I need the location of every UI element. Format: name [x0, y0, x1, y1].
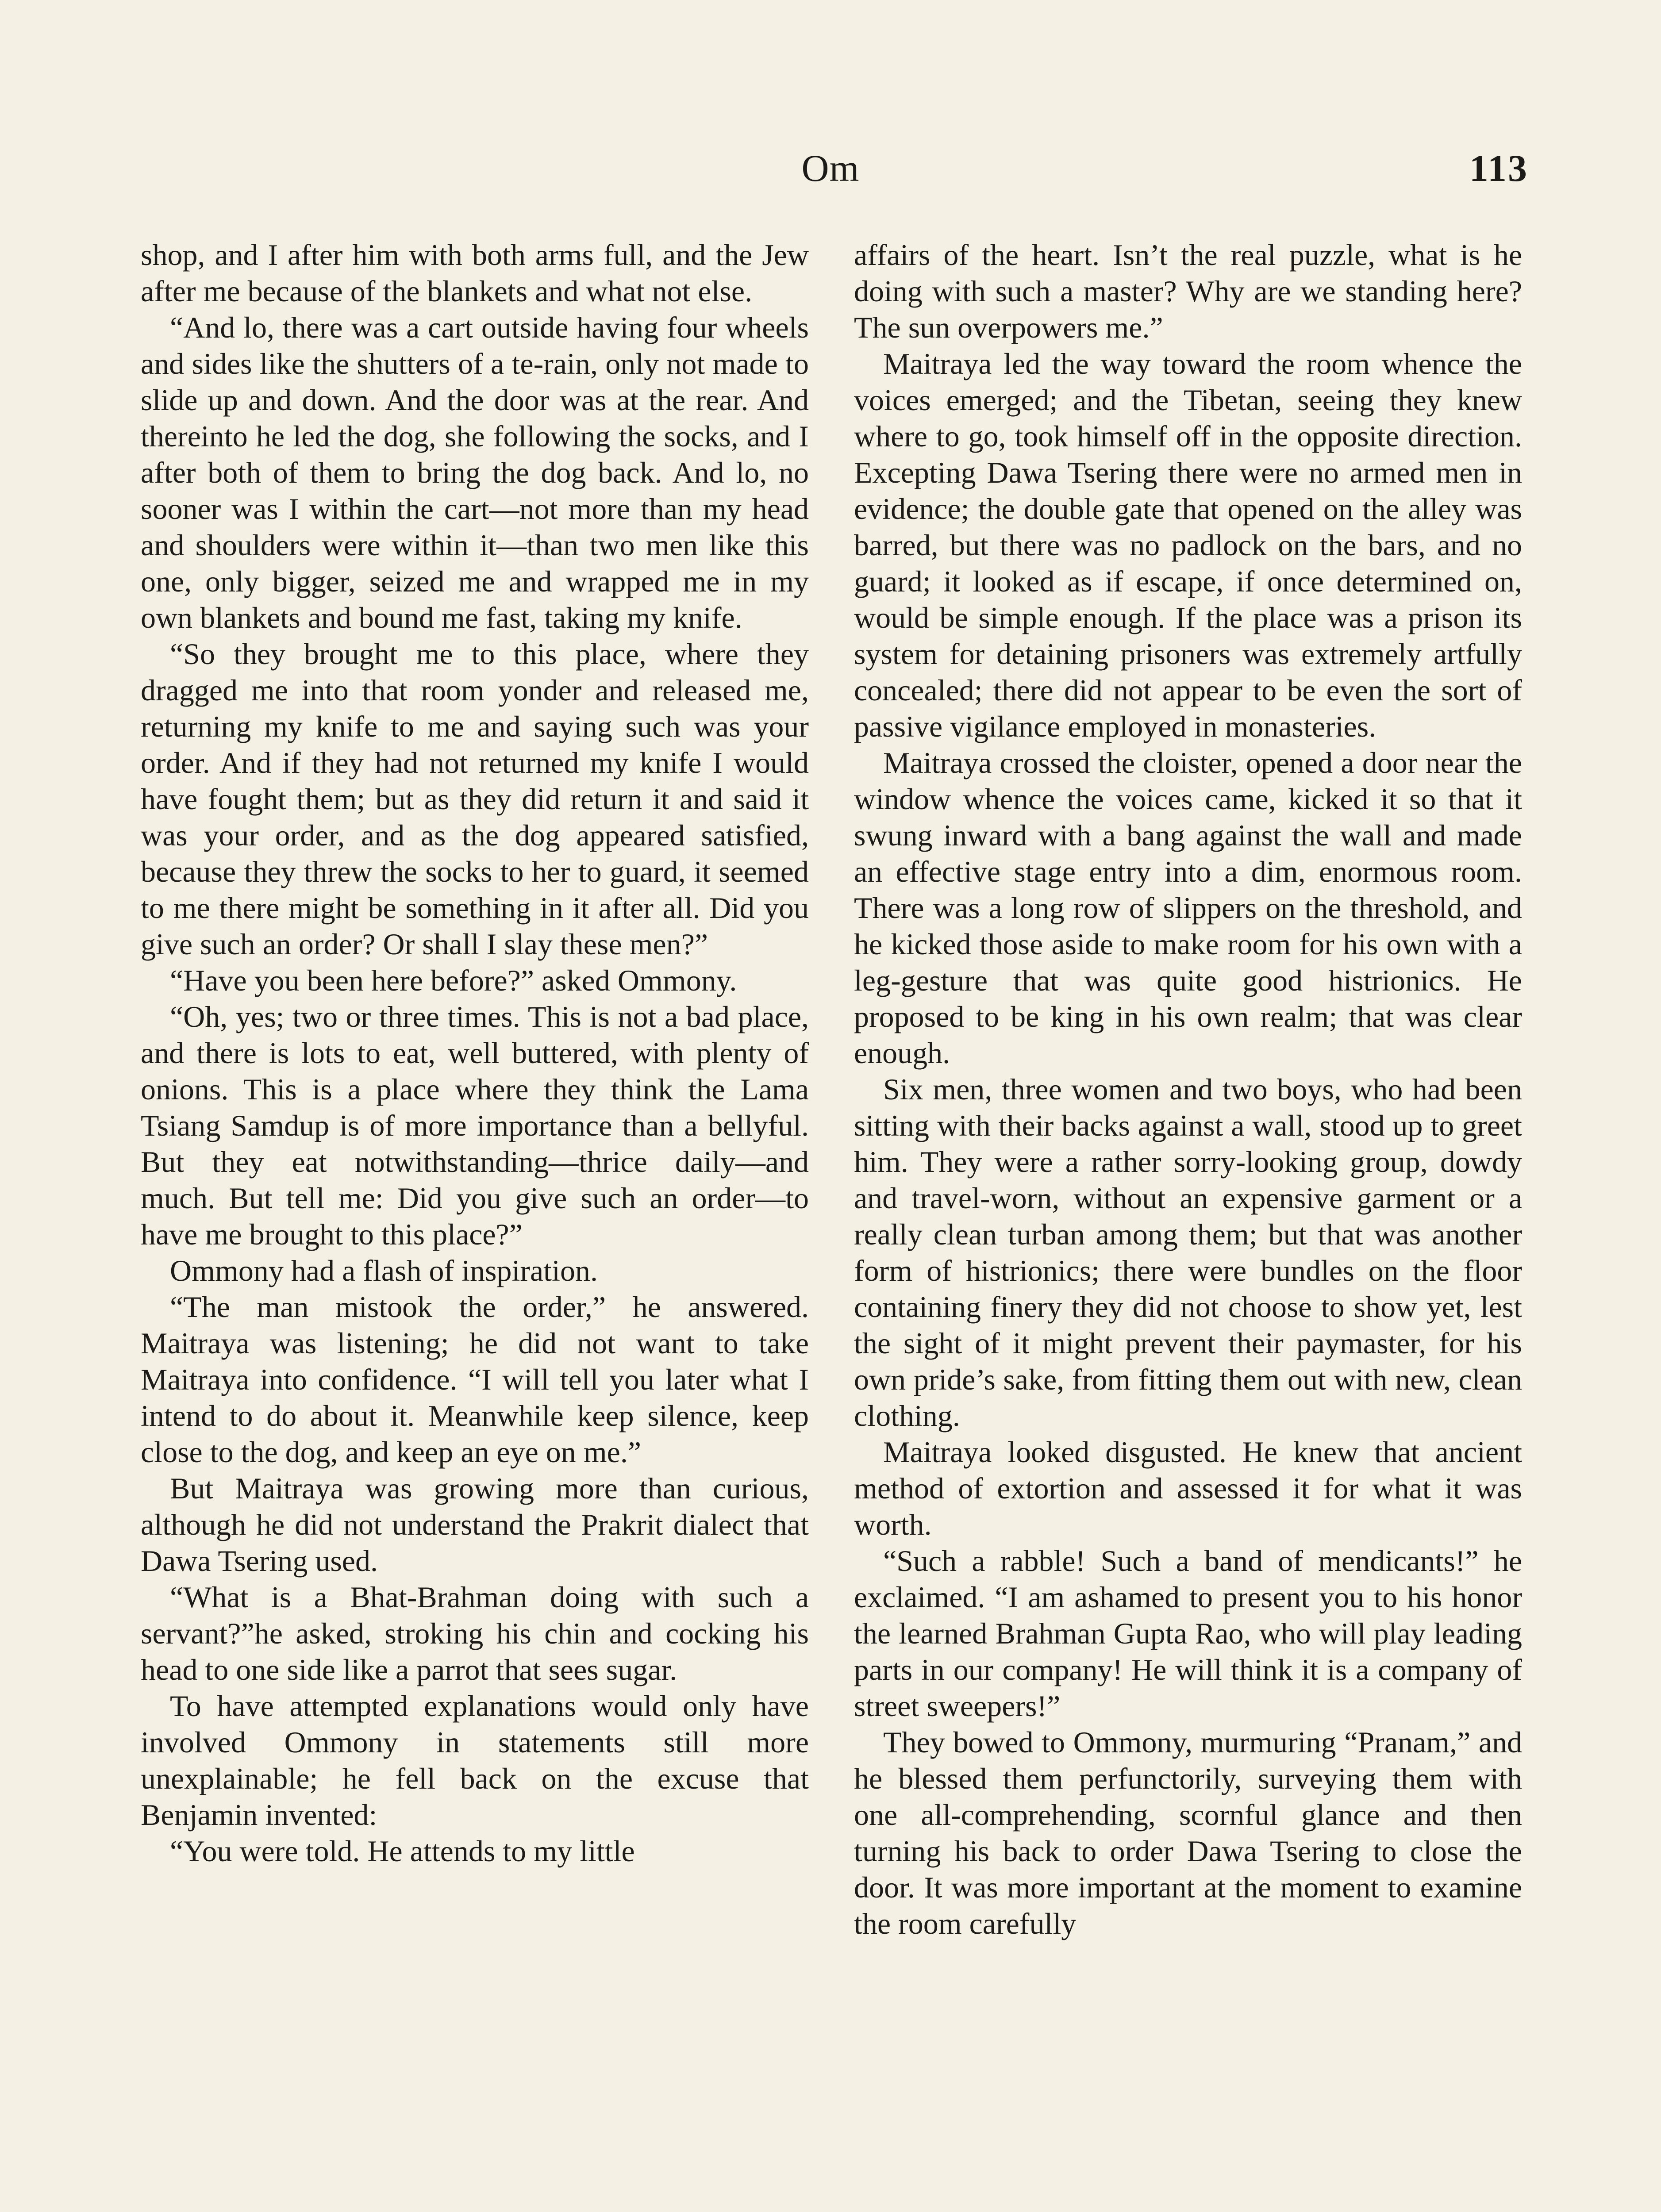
paragraph: Maitraya led the way toward the room whence the voices emerged; and the Tibetan, seeing they knew where to go, took himself off in the opposite direction. Excepting Dawa Tsering there were no armed men in evidence; the double gate that opened on the alley was barred, but there was no padlock on the bars, and no guard; it looked as if escape, if once determined on, would be simple enough. If the place was a prison its system for detaining prisoners was extremely artfully concealed; there did not appear to be even the sort of passive vigilance employed in monasteries. — [854, 347, 1522, 743]
paragraph: “Have you been here before?” asked Ommony. — [170, 964, 737, 997]
running-title: Om — [801, 147, 860, 189]
paragraph: “You were told. He attends to my little — [170, 1834, 635, 1868]
paragraph: “What is a Bhat-Brahman doing with such a servant?”he asked, stroking his chin and cocking his head to one side like a parrot that sees sugar. — [141, 1580, 809, 1686]
paragraph: shop, and I after him with both arms full, and the Jew after me because of the blankets and what not else. — [141, 238, 809, 308]
paragraph: Six men, three women and two boys, who had been sitting with their backs against a wall, stood up to greet him. They were a rather sorry-looking group, dowdy and travel-worn, without an expensive garment or a really clean turban among them; but that was another form of histrionics; there were bundles on the floor containing finery they did not choose to show yet, lest the sight of it might prevent their paymaster, for his own pride’s sake, from fitting them out with new, clean clothing. — [854, 1072, 1522, 1432]
paragraph: affairs of the heart. Isn’t the real puzzle, what is he doing with such a master? Why are we standing here? The sun overpowers me.” — [854, 238, 1522, 344]
paragraph: “Such a rabble! Such a band of mendicants!” he exclaimed. “I am ashamed to present you to his honor the learned Brahman Gupta Rao, who will play leading parts in our company! He will think it is a company of street sweepers!” — [854, 1544, 1522, 1723]
left-column — [141, 237, 809, 1869]
page-number: 113 — [1469, 147, 1528, 189]
right-column — [854, 237, 1522, 1942]
paragraph: Maitraya crossed the cloister, opened a door near the window whence the voices came, kicked it so that it swung inward with a bang against the wall and made an effective stage entry into a dim, enormous room. There was a long row of slippers on the threshold, and he kicked those aside to make room for his own with a leg-gesture that was quite good histrionics. He proposed to be king in his own realm; that was clear enough. — [854, 746, 1522, 1070]
paragraph: “And lo, there was a cart outside having four wheels and sides like the shutters of a te-rain, only not made to slide up and down. And the door was at the rear. And thereinto he led the dog, she following the socks, and I after both of them to bring the dog back. And lo, no sooner was I within the cart—not more than my head and shoulders were within it—than two men like this one, only bigger, seized me and wrapped me in my own blankets and bound me fast, taking my knife. — [141, 311, 809, 634]
paragraph: To have attempted explanations would only have involved Ommony in statements still more unexplainable; he fell back on the excuse that Benjamin invented: — [141, 1689, 809, 1832]
paragraph: “Oh, yes; two or three times. This is not a bad place, and there is lots to eat, well buttered, with plenty of onions. This is a place where they think the Lama Tsiang Samdup is of more importance than a bellyful. But they eat notwithstanding—thrice daily—and much. But tell me: Did you give such an order—to have me brought to this place?” — [141, 1000, 809, 1251]
paragraph: Ommony had a flash of inspiration. — [170, 1254, 598, 1287]
paragraph: Maitraya looked disgusted. He knew that ancient method of extortion and assessed it for what it was worth. — [854, 1435, 1522, 1541]
paragraph: “So they brought me to this place, where they dragged me into that room yonder and released me, returning my knife to me and saying such was your order. And if they had not returned my knife I would have fought them; but as they did return it and said it was your order, and as the dog appeared satisfied, because they threw the socks to her to guard, it seemed to me there might be something in it after all. Did you give such an order? Or shall I slay these men?” — [141, 637, 809, 961]
page-header — [0, 146, 1661, 199]
paragraph: But Maitraya was growing more than curious, although he did not understand the Prakrit dialect that Dawa Tsering used. — [141, 1471, 809, 1578]
paragraph: They bowed to Ommony, murmuring “Pranam,” and he blessed them perfunctorily, surveying them with one all-comprehending, scornful glance and then turning his back to order Dawa Tsering to close the door. It was more important at the moment to examine the room carefully — [854, 1725, 1522, 1940]
paragraph: “The man mistook the order,” he answered. Maitraya was listening; he did not want to take Maitraya into confidence. “I will tell you later what I intend to do about it. Meanwhile keep silence, keep close to the dog, and keep an eye on me.” — [141, 1290, 809, 1469]
